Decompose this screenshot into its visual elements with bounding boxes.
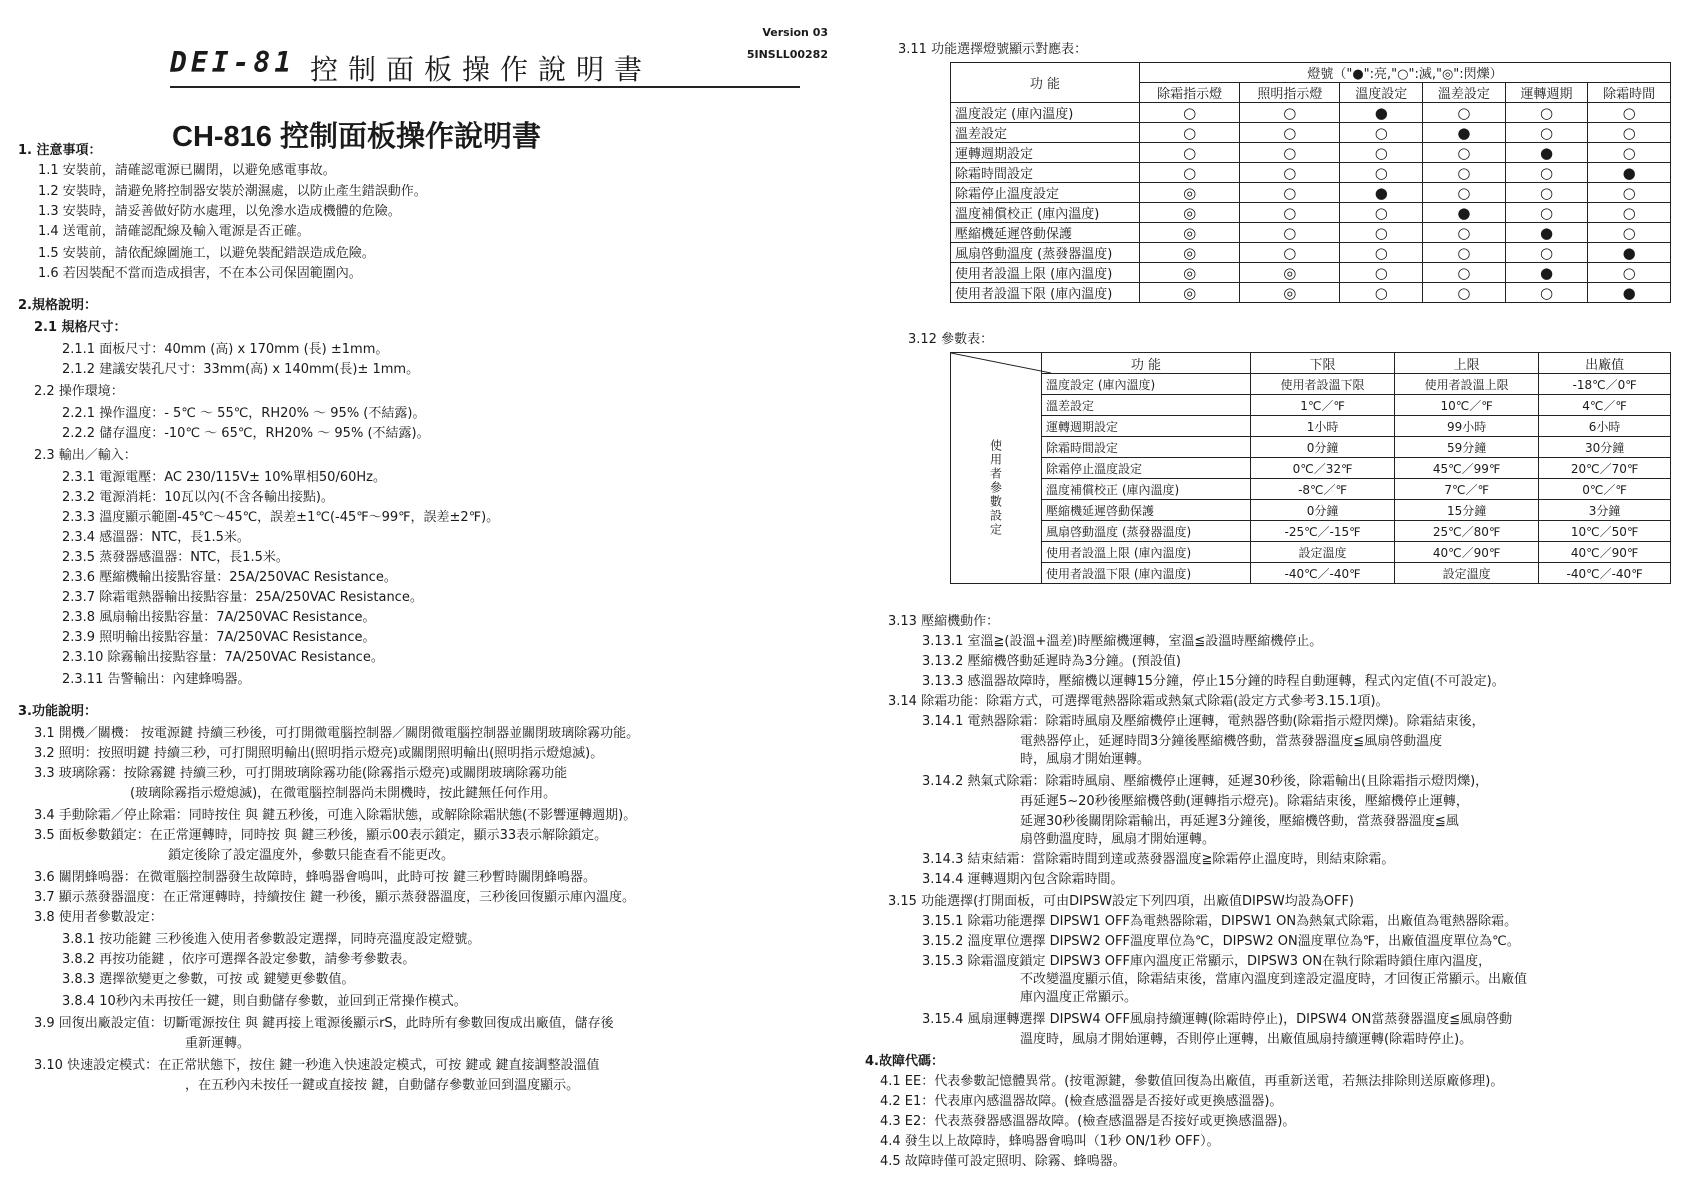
lamp-state-cell: ◎ — [1240, 263, 1340, 283]
table-row — [951, 437, 1671, 458]
parameter-cell: -18℃／0℉ — [1539, 374, 1671, 395]
left-text-line: ，在五秒內未按任一鍵或直接按 鍵，自動儲存參數並回到溫度顯示。 — [185, 1078, 580, 1093]
lamp-state-cell: ● — [1588, 163, 1671, 183]
lamp-state-cell: ○ — [1505, 163, 1588, 183]
lamp-state-cell: ○ — [1340, 243, 1423, 263]
section-3-12-title: 3.12 參數表： — [908, 332, 994, 347]
left-text-line: 鎖定後除了設定溫度外，參數只能查看不能更改。 — [168, 848, 455, 863]
t2-row-label: 風扇啓動溫度 (蒸發器溫度) — [1042, 521, 1251, 542]
right-text-line: 延遲30秒後關閉除霜輸出，再延遲3分鐘後，壓縮機啓動，當蒸發器溫度≦風 — [1020, 814, 1459, 829]
lamp-state-cell: ● — [1505, 143, 1588, 163]
t1-col-header: 溫差設定 — [1423, 83, 1506, 103]
t1-col-header: 除霜指示燈 — [1140, 83, 1240, 103]
table-row — [951, 223, 1671, 243]
t1-row-label: 使用者設溫下限 (庫內溫度) — [951, 283, 1140, 303]
lamp-state-cell: ◎ — [1140, 283, 1240, 303]
parameter-cell: 1小時 — [1251, 416, 1395, 437]
lamp-state-cell: ○ — [1505, 243, 1588, 263]
left-text-line: 3.功能說明： — [18, 704, 97, 719]
t1-row-label: 溫差設定 — [951, 123, 1140, 143]
t1-col-header: 溫度設定 — [1340, 83, 1423, 103]
parameter-cell: 59分鐘 — [1395, 437, 1539, 458]
lamp-state-cell: ○ — [1423, 183, 1506, 203]
left-text-line: 3.6 關閉蜂鳴器：在微電腦控制器發生故障時，蜂鳴器會鳴叫，此時可按 鍵三秒暫時關閉蜂鳴器。 — [34, 870, 596, 885]
version-label: Version 03 — [762, 26, 828, 39]
left-text-line: 3.8.1 按功能鍵 三秒後進入使用者參數設定選擇，同時亮溫度設定燈號。 — [62, 932, 481, 947]
left-text-line: 3.9 回復出廠設定值：切斷電源按住 與 鍵再接上電源後顯示rS，此時所有參數回復成出廠值，儲存後 — [34, 1016, 614, 1031]
t1-col-header: 運轉週期 — [1505, 83, 1588, 103]
lamp-state-cell: ○ — [1240, 243, 1340, 263]
parameter-cell: 設定溫度 — [1251, 542, 1395, 563]
table-row — [951, 416, 1671, 437]
parameter-cell: -25℃／-15℉ — [1251, 521, 1395, 542]
left-text-line: 1. 注意事項： — [18, 143, 102, 158]
lamp-state-cell: ● — [1505, 223, 1588, 243]
lamp-state-cell: ○ — [1505, 103, 1588, 123]
t2-row-label: 壓縮機延遲啓動保護 — [1042, 500, 1251, 521]
left-text-line: 2.規格說明： — [18, 298, 97, 313]
left-text-line: 1.5 安裝前，請依配線圖施工，以避免裝配錯誤造成危險。 — [38, 246, 375, 261]
parameter-cell: -40℃／-40℉ — [1251, 563, 1395, 584]
right-text-line: 庫內溫度正常顯示。 — [1020, 990, 1138, 1005]
left-text-line: 3.5 面板參數鎖定：在正常運轉時，同時按 與 鍵三秒後，顯示00表示鎖定，顯示33表示解除鎖定。 — [34, 828, 608, 843]
left-text-line: 2.1.1 面板尺寸：40mm (高) x 170mm (長) ±1mm。 — [62, 342, 389, 357]
right-text-line: 3.13.3 感溫器故障時，壓縮機以運轉15分鐘，停止15分鐘的時程自動運轉，程式內定值(不可設定)。 — [922, 674, 1505, 689]
lamp-state-cell: ◎ — [1140, 183, 1240, 203]
right-text-line: 不改變溫度顯示值，除霜結束後，當庫內溫度到達設定溫度時，才回復正常顯示。出廠值 — [1020, 972, 1528, 987]
lamp-state-cell: ○ — [1240, 223, 1340, 243]
lamp-state-cell: ○ — [1340, 263, 1423, 283]
t1-col-header: 除霜時間 — [1588, 83, 1671, 103]
lamp-state-cell: ○ — [1140, 143, 1240, 163]
parameter-cell: 40℃／90℉ — [1395, 542, 1539, 563]
lamp-state-cell: ○ — [1240, 203, 1340, 223]
left-text-line: 2.3.11 告警輸出：內建蜂鳴器。 — [62, 672, 251, 687]
right-text-line: 3.14.4 運轉週期內包含除霜時間。 — [922, 872, 1124, 887]
table-row — [951, 263, 1671, 283]
left-text-line: 2.3.4 感溫器：NTC，長1.5米。 — [62, 530, 250, 545]
right-text-line: 時，風扇才開始運轉。 — [1020, 752, 1151, 767]
parameter-cell: 0分鐘 — [1251, 500, 1395, 521]
t1-row-label: 運轉週期設定 — [951, 143, 1140, 163]
left-text-line: 2.3.9 照明輸出接點容量：7A/250VAC Resistance。 — [62, 630, 376, 645]
t2-row-label: 除霜時間設定 — [1042, 437, 1251, 458]
lamp-state-cell: ○ — [1240, 163, 1340, 183]
lamp-state-cell: ○ — [1423, 143, 1506, 163]
parameter-cell: 7℃／℉ — [1395, 479, 1539, 500]
table-row — [951, 563, 1671, 584]
lamp-state-cell: ◎ — [1140, 243, 1240, 263]
left-text-line: 3.8.3 選擇欲變更之參數，可按 或 鍵變更參數值。 — [62, 972, 355, 987]
t1-row-label: 除霜停止溫度設定 — [951, 183, 1140, 203]
right-text-line: 3.15 功能選擇(打開面板，可由DIPSW設定下列四項，出廠值DIPSW均設為OFF) — [888, 894, 1354, 909]
right-text-line: 3.15.2 溫度單位選擇 DIPSW2 OFF溫度單位為℃，DIPSW2 ON溫度單位為℉，出廠值溫度單位為℃。 — [922, 934, 1520, 949]
title-rule — [170, 86, 800, 88]
left-text-line: 3.8.4 10秒內未再按任一鍵，則自動儲存參數，並回到正常操作模式。 — [62, 994, 467, 1009]
t1-header-function: 功 能 — [951, 63, 1140, 103]
lamp-state-cell: ○ — [1140, 163, 1240, 183]
table-row — [951, 143, 1671, 163]
left-text-line: 3.8.2 再按功能鍵 ，依序可選擇各設定參數，請參考參數表。 — [62, 952, 416, 967]
left-text-line: 3.8 使用者參數設定： — [34, 910, 163, 925]
left-text-line: 1.6 若因裝配不當而造成損害，不在本公司保固範圍內。 — [38, 266, 362, 281]
lamp-state-cell: ◎ — [1140, 203, 1240, 223]
lamp-state-cell: ○ — [1588, 263, 1671, 283]
lamp-state-cell: ● — [1423, 123, 1506, 143]
left-text-line: 2.3.8 風扇輸出接點容量：7A/250VAC Resistance。 — [62, 610, 376, 625]
lamp-state-cell: ○ — [1423, 103, 1506, 123]
left-text-line: 2.3.2 電源消耗：10瓦以內(不含各輸出接點)。 — [62, 490, 334, 505]
parameter-cell: 6小時 — [1539, 416, 1671, 437]
t1-col-header: 照明指示燈 — [1240, 83, 1340, 103]
lamp-state-cell: ○ — [1588, 223, 1671, 243]
lamp-state-cell: ○ — [1423, 223, 1506, 243]
t2-row-label: 溫度補償校正 (庫內溫度) — [1042, 479, 1251, 500]
table-row — [951, 521, 1671, 542]
left-text-line: 3.7 顯示蒸發器溫度：在正常運轉時，持續按住 鍵一秒後，顯示蒸發器溫度，三秒後回復顯示庫內溫度。 — [34, 890, 635, 905]
lamp-state-cell: ○ — [1505, 203, 1588, 223]
lamp-state-cell: ○ — [1588, 103, 1671, 123]
t1-row-label: 使用者設溫上限 (庫內溫度) — [951, 263, 1140, 283]
left-text-line: 2.1.2 建議安裝孔尺寸：33mm(高) x 140mm(長)± 1mm。 — [62, 362, 420, 377]
lamp-state-cell: ● — [1588, 283, 1671, 303]
right-text-line: 3.13.1 室溫≧(設溫+溫差)時壓縮機運轉，室溫≦設溫時壓縮機停止。 — [922, 634, 1323, 649]
left-text-line: 1.2 安裝時，請避免將控制器安裝於潮濕處，以防止產生錯誤動作。 — [38, 184, 427, 199]
t2-row-label: 使用者設溫上限 (庫內溫度) — [1042, 542, 1251, 563]
parameter-cell: 15分鐘 — [1395, 500, 1539, 521]
t2-col-header: 上限 — [1395, 353, 1539, 374]
lamp-state-cell: ○ — [1505, 283, 1588, 303]
right-text-line: 再延遲5~20秒後壓縮機啓動(運轉指示燈亮)。除霜結束後，壓縮機停止運轉， — [1020, 794, 1469, 809]
parameter-cell: 10℃／℉ — [1395, 395, 1539, 416]
parameter-cell: 25℃／80℉ — [1395, 521, 1539, 542]
parameter-cell: 1℃／℉ — [1251, 395, 1395, 416]
table-row — [951, 103, 1671, 123]
lamp-state-cell: ○ — [1340, 203, 1423, 223]
table-row — [951, 479, 1671, 500]
left-text-line: 3.4 手動除霜／停止除霜：同時按住 與 鍵五秒後，可進入除霜狀態，或解除除霜狀態(不影響運轉週期)。 — [34, 808, 637, 823]
lamp-state-cell: ○ — [1240, 123, 1340, 143]
lamp-state-cell: ● — [1505, 263, 1588, 283]
t1-row-label: 溫度設定 (庫內溫度) — [951, 103, 1140, 123]
left-text-line: 2.3.6 壓縮機輸出接點容量：25A/250VAC Resistance。 — [62, 570, 397, 585]
parameter-cell: 99小時 — [1395, 416, 1539, 437]
table-row — [951, 374, 1671, 395]
right-text-line: 溫度時，風扇才開始運轉，否則停止運轉，出廠值風扇持續運轉(除霜時停止)。 — [1020, 1032, 1473, 1047]
document-code: 5INSLL00282 — [746, 48, 828, 61]
left-text-line: 3.10 快速設定模式：在正常狀態下，按住 鍵一秒進入快速設定模式，可按 鍵或 鍵直接調整設溫值 — [34, 1058, 600, 1073]
right-text-line: 4.3 E2：代表蒸發器感溫器故障。(檢查感溫器是否接好或更換感溫器)。 — [880, 1114, 1296, 1129]
section-3-11-title: 3.11 功能選擇燈號顯示對應表： — [898, 42, 1088, 57]
parameter-cell: 使用者設溫下限 — [1251, 374, 1395, 395]
left-text-line: 2.3.10 除霧輸出接點容量：7A/250VAC Resistance。 — [62, 650, 384, 665]
lamp-state-cell: ◎ — [1240, 283, 1340, 303]
parameter-cell: 3分鐘 — [1539, 500, 1671, 521]
lamp-state-cell: ○ — [1505, 123, 1588, 143]
right-text-line: 3.15.4 風扇運轉選擇 DIPSW4 OFF風扇持續運轉(除霜時停止)，DIPSW4 ON當蒸發器溫度≦風扇啓動 — [922, 1012, 1513, 1027]
lamp-state-cell: ○ — [1240, 103, 1340, 123]
lamp-state-cell: ○ — [1140, 123, 1240, 143]
right-text-line: 3.14.2 熱氣式除霜：除霜時風扇、壓縮機停止運轉，延遲30秒後，除霜輸出(且除霜指示燈閃爍)， — [922, 774, 1489, 789]
t2-col-header: 功 能 — [1042, 353, 1251, 374]
document-subtitle: CH-816 控制面板操作說明書 — [172, 121, 541, 153]
lamp-state-cell: ○ — [1588, 203, 1671, 223]
left-text-line: 重新運轉。 — [185, 1036, 251, 1051]
left-text-line: 2.1 規格尺寸： — [34, 320, 127, 335]
lamp-state-cell: ○ — [1340, 283, 1423, 303]
lamp-state-cell: ○ — [1340, 143, 1423, 163]
lamp-state-cell: ○ — [1588, 143, 1671, 163]
parameter-cell: 45℃／99℉ — [1395, 458, 1539, 479]
t2-col-header: 出廠值 — [1539, 353, 1671, 374]
left-text-line: 1.4 送電前，請確認配線及輸入電源是否正確。 — [38, 224, 310, 239]
lamp-state-cell: ○ — [1423, 163, 1506, 183]
lamp-state-cell: ○ — [1505, 183, 1588, 203]
lamp-state-cell: ○ — [1240, 183, 1340, 203]
table-row — [951, 500, 1671, 521]
t1-row-label: 風扇啓動溫度 (蒸發器溫度) — [951, 243, 1140, 263]
t2-row-label: 除霜停止溫度設定 — [1042, 458, 1251, 479]
lamp-state-cell: ○ — [1423, 243, 1506, 263]
t1-row-label: 壓縮機延遲啓動保護 — [951, 223, 1140, 243]
t2-side-cell — [951, 353, 1042, 584]
parameter-cell: 0分鐘 — [1251, 437, 1395, 458]
right-text-line: 3.15.3 除霜溫度鎖定 DIPSW3 OFF庫內溫度正常顯示，DIPSW3 ON在執行除霜時鎖住庫內溫度， — [922, 954, 1492, 969]
table-row — [951, 183, 1671, 203]
right-text-line: 電熱器停止，延遲時間3分鐘後壓縮機啓動，當蒸發器溫度≦風扇啓動溫度 — [1020, 734, 1443, 749]
right-text-line: 3.14.1 電熱器除霜：除霜時風扇及壓縮機停止運轉，電熱器啓動(除霜指示燈閃爍)。除霜結束後， — [922, 714, 1485, 729]
table-row — [951, 542, 1671, 563]
left-text-line: 1.3 安裝時，請妥善做好防水處理，以免滲水造成機體的危險。 — [38, 204, 401, 219]
right-text-line: 3.14 除霜功能：除霜方式，可選擇電熱器除霜或熱氣式除霜(設定方式參考3.15.1項)。 — [888, 694, 1389, 709]
lamp-state-cell: ● — [1423, 203, 1506, 223]
parameter-cell: 4℃／℉ — [1539, 395, 1671, 416]
parameter-cell: 20℃／70℉ — [1539, 458, 1671, 479]
table-row — [951, 283, 1671, 303]
table-row — [951, 123, 1671, 143]
t1-row-label: 除霜時間設定 — [951, 163, 1140, 183]
parameter-cell: 使用者設溫上限 — [1395, 374, 1539, 395]
lamp-state-cell: ● — [1588, 243, 1671, 263]
table-row — [951, 243, 1671, 263]
lamp-state-cell: ○ — [1423, 283, 1506, 303]
lamp-state-cell: ○ — [1423, 263, 1506, 283]
parameter-cell: 0℃／32℉ — [1251, 458, 1395, 479]
left-text-line: 2.3 輸出／輸入： — [34, 448, 137, 463]
right-text-line: 4.5 故障時僅可設定照明、除霧、蜂鳴器。 — [880, 1154, 1126, 1169]
lamp-state-cell: ○ — [1340, 163, 1423, 183]
parameter-cell: -40℃／-40℉ — [1539, 563, 1671, 584]
left-text-line: 2.3.5 蒸發器感溫器：NTC，長1.5米。 — [62, 550, 289, 565]
document-title: 控制面板操作說明書 — [310, 53, 653, 86]
parameter-cell: 0℃／℉ — [1539, 479, 1671, 500]
left-text-line: (玻璃除霧指示燈熄滅)，在微電腦控制器尚未開機時，按此鍵無任何作用。 — [130, 786, 557, 801]
left-text-line: 2.3.1 電源電壓：AC 230/115V± 10%單相50/60Hz。 — [62, 470, 386, 485]
lamp-state-cell: ● — [1340, 183, 1423, 203]
right-text-line: 4.2 E1：代表庫內感溫器故障。(檢查感溫器是否接好或更換感溫器)。 — [880, 1094, 1283, 1109]
lamp-state-cell: ○ — [1340, 223, 1423, 243]
lamp-state-cell: ○ — [1140, 103, 1240, 123]
t2-col-header: 下限 — [1251, 353, 1395, 374]
lamp-state-cell: ● — [1340, 103, 1423, 123]
right-text-line: 扇啓動溫度時，風扇才開始運轉。 — [1020, 832, 1216, 847]
t1-header-lamp: 燈號（"●":亮,"○":滅,"◎":閃爍） — [1140, 63, 1671, 83]
t2-row-label: 運轉週期設定 — [1042, 416, 1251, 437]
left-text-line: 3.3 玻璃除霧：按除霧鍵 持續三秒，可打開玻璃除霧功能(除霧指示燈亮)或關閉玻璃除霧功能 — [34, 766, 568, 781]
t2-row-label: 溫度設定 (庫內溫度) — [1042, 374, 1251, 395]
parameter-cell: 設定溫度 — [1395, 563, 1539, 584]
table-row — [951, 395, 1671, 416]
left-text-line: 2.3.7 除霜電熱器輸出接點容量：25A/250VAC Resistance。 — [62, 590, 423, 605]
lamp-state-cell: ○ — [1240, 143, 1340, 163]
table-row — [951, 203, 1671, 223]
left-text-line: 2.3.3 溫度顯示範圍-45℃～45℃，誤差±1℃(-45℉～99℉，誤差±2℉)。 — [62, 510, 500, 525]
parameter-table — [950, 352, 1671, 584]
lamp-state-cell: ○ — [1340, 123, 1423, 143]
t1-row-label: 溫度補償校正 (庫內溫度) — [951, 203, 1140, 223]
right-text-line: 4.1 EE：代表參數記憶體異常。(按電源鍵，參數值回復為出廠值，再重新送電，若無法排除則送原廠修理)。 — [880, 1074, 1504, 1089]
table-row — [951, 458, 1671, 479]
parameter-cell: 40℃／90℉ — [1539, 542, 1671, 563]
t2-side-label: 使用者參數設定 — [988, 439, 1003, 537]
parameter-cell: -8℃／℉ — [1251, 479, 1395, 500]
lamp-function-table — [950, 62, 1671, 303]
left-text-line: 1.1 安裝前，請確認電源已關閉，以避免感電事故。 — [38, 163, 336, 178]
document-header — [170, 46, 810, 106]
right-text-line: 3.15.1 除霜功能選擇 DIPSW1 OFF為電熱器除霜，DIPSW1 ON為熱氣式除霜，出廠值為電熱器除霜。 — [922, 914, 1518, 929]
left-text-line: 2.2 操作環境： — [34, 384, 124, 399]
t2-row-label: 溫差設定 — [1042, 395, 1251, 416]
right-text-line: 4.4 發生以上故障時，蜂鳴器會鳴叫（1秒 ON/1秒 OFF）。 — [880, 1134, 1220, 1149]
t2-row-label: 使用者設溫下限 (庫內溫度) — [1042, 563, 1251, 584]
lamp-state-cell: ◎ — [1140, 263, 1240, 283]
lamp-state-cell: ○ — [1588, 183, 1671, 203]
brand-model: DEI-81 — [170, 46, 296, 79]
parameter-cell: 30分鐘 — [1539, 437, 1671, 458]
right-text-line: 4.故障代碼： — [865, 1054, 944, 1069]
lamp-state-cell: ○ — [1588, 123, 1671, 143]
right-text-line: 3.14.3 結束結霜：當除霜時間到達或蒸發器溫度≧除霜停止溫度時，則結束除霜。 — [922, 852, 1395, 867]
right-text-line: 3.13.2 壓縮機啓動延遲時為3分鐘。(預設值) — [922, 654, 1181, 669]
table-row — [951, 163, 1671, 183]
left-text-line: 2.2.1 操作溫度：- 5℃ ～ 55℃，RH20% ～ 95% (不結露)。 — [62, 406, 426, 421]
left-text-line: 3.1 開機／關機： 按電源鍵 持續三秒後，可打開微電腦控制器／關閉微電腦控制器並關閉玻璃除霧功能。 — [34, 726, 640, 741]
left-text-line: 3.2 照明：按照明鍵 持續三秒，可打開照明輸出(照明指示燈亮)或關閉照明輸出(照明指示燈熄滅)。 — [34, 746, 604, 761]
left-text-line: 2.2.2 儲存溫度：-10℃ ～ 65℃，RH20% ～ 95% (不結露)。 — [62, 426, 430, 441]
right-text-line: 3.13 壓縮機動作： — [888, 614, 1000, 629]
parameter-cell: 10℃／50℉ — [1539, 521, 1671, 542]
lamp-state-cell: ◎ — [1140, 223, 1240, 243]
diagonal-line — [951, 353, 1051, 373]
